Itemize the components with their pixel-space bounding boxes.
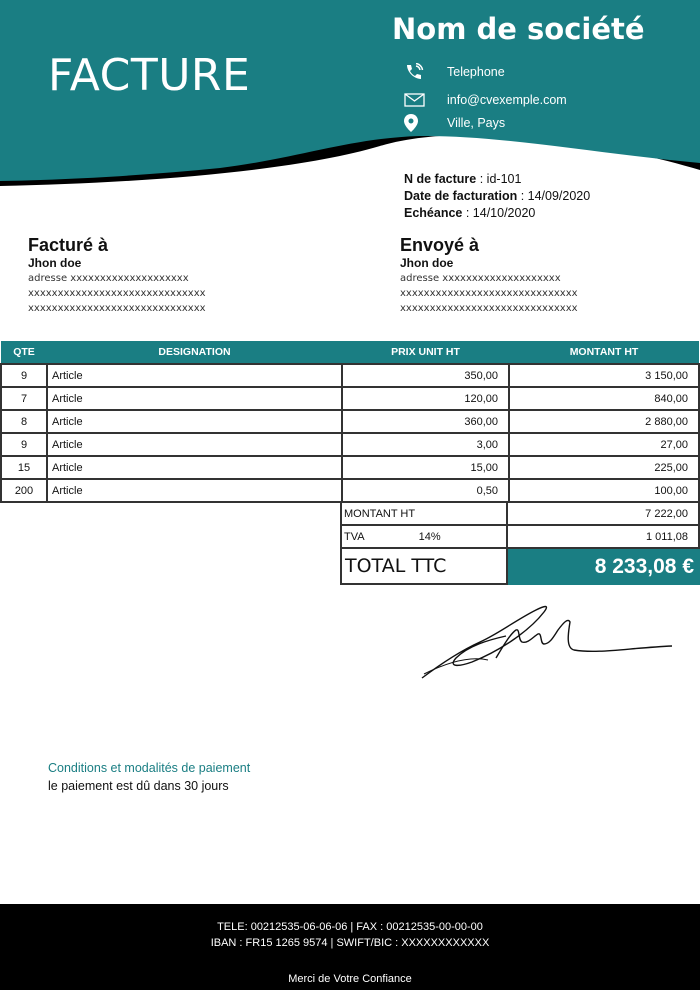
subtotal-label: MONTANT HT xyxy=(340,503,508,526)
table-row xyxy=(1,364,699,387)
qty-cell: 7 xyxy=(1,387,47,410)
unit-price-cell: 350,00 xyxy=(342,364,509,387)
amount-cell: 100,00 xyxy=(509,479,699,502)
footer xyxy=(0,904,700,990)
shipped-to-name: Jhon doe xyxy=(400,256,454,270)
payment-terms-title: Conditions et modalités de paiement xyxy=(48,761,251,775)
tva-label: TVA xyxy=(344,530,365,543)
column-header-amount: MONTANT HT xyxy=(509,341,699,364)
billed-to-address-line: xxxxxxxxxxxxxxxxxxxxxxxxxxxxxx xyxy=(28,288,206,299)
subtotal-value: 7 222,00 xyxy=(508,503,700,526)
footer-bank-line: IBAN : FR15 1265 9574 | SWIFT/BIC : XXXXXXXXXXXX xyxy=(210,937,490,949)
invoice-number: : id-101 xyxy=(479,172,522,186)
unit-price-cell: 15,00 xyxy=(342,456,509,479)
designation-cell: Article xyxy=(47,479,342,502)
billed-to-heading: Facturé à xyxy=(28,235,109,255)
amount-cell: 225,00 xyxy=(509,456,699,479)
tva-rate: 14% xyxy=(418,530,441,543)
payment-terms-text: le paiement est dû dans 30 jours xyxy=(48,779,229,793)
table-header-row xyxy=(1,341,699,364)
unit-price-cell: 120,00 xyxy=(342,387,509,410)
tva-row xyxy=(340,526,700,549)
designation-cell: Article xyxy=(47,364,342,387)
phone-label: Telephone xyxy=(447,65,505,79)
shipped-to-heading: Envoyé à xyxy=(400,235,480,255)
qty-cell: 9 xyxy=(1,364,47,387)
location-row xyxy=(404,113,505,133)
billed-to-address-line: adresse xxxxxxxxxxxxxxxxxxxx xyxy=(28,273,189,284)
qty-cell: 8 xyxy=(1,410,47,433)
due-date: : 14/10/2020 xyxy=(465,206,536,220)
table-row xyxy=(1,456,699,479)
mail-icon xyxy=(404,93,428,107)
invoice-number-label: N de facture xyxy=(404,172,477,186)
total-ttc-row xyxy=(340,549,700,585)
shipped-to-block xyxy=(400,234,578,316)
table-row xyxy=(1,410,699,433)
designation-cell: Article xyxy=(47,433,342,456)
table-row xyxy=(1,433,699,456)
footer-thanks: Merci de Votre Confiance xyxy=(288,973,412,985)
amount-cell: 3 150,00 xyxy=(509,364,699,387)
shipped-to-address-line: adresse xxxxxxxxxxxxxxxxxxxx xyxy=(400,273,561,284)
designation-cell: Article xyxy=(47,456,342,479)
billed-to-address-line: xxxxxxxxxxxxxxxxxxxxxxxxxxxxxx xyxy=(28,303,206,314)
column-header-unit-price: PRIX UNIT HT xyxy=(342,341,509,364)
tva-label-cell xyxy=(340,526,508,549)
tva-value: 1 011,08 xyxy=(508,526,700,549)
phone-row xyxy=(404,62,505,82)
unit-price-cell: 0,50 xyxy=(342,479,509,502)
invoice-meta xyxy=(404,171,590,222)
invoice-title: FACTURE xyxy=(48,50,251,101)
signature xyxy=(418,600,678,682)
footer-contact-line: TELE: 00212535-06-06-06 | FAX : 00212535-00-00-00 xyxy=(217,921,483,933)
amount-cell: 27,00 xyxy=(509,433,699,456)
qty-cell: 15 xyxy=(1,456,47,479)
phone-icon xyxy=(404,63,428,81)
total-ttc-label: TOTAL TTC xyxy=(340,549,508,585)
company-name: Nom de société xyxy=(392,12,645,46)
location-text: Ville, Pays xyxy=(447,116,506,130)
unit-price-cell: 360,00 xyxy=(342,410,509,433)
table-row xyxy=(1,387,699,410)
unit-price-cell: 3,00 xyxy=(342,433,509,456)
location-pin-icon xyxy=(404,114,428,132)
billed-to-name: Jhon doe xyxy=(28,256,82,270)
email-row xyxy=(404,90,567,110)
total-ttc-value: 8 233,08 € xyxy=(508,549,700,585)
items-table xyxy=(0,341,700,503)
qty-cell: 9 xyxy=(1,433,47,456)
invoice-date: : 14/09/2020 xyxy=(520,189,591,203)
amount-cell: 2 880,00 xyxy=(509,410,699,433)
column-header-designation: DESIGNATION xyxy=(47,341,342,364)
shipped-to-address-line: xxxxxxxxxxxxxxxxxxxxxxxxxxxxxx xyxy=(400,303,578,314)
email-text: info@cvexemple.com xyxy=(447,93,567,107)
invoice-date-label: Date de facturation xyxy=(404,189,518,203)
designation-cell: Article xyxy=(47,387,342,410)
billed-to-block xyxy=(28,234,206,316)
subtotal-row xyxy=(340,503,700,526)
due-date-label: Echéance xyxy=(404,206,463,220)
designation-cell: Article xyxy=(47,410,342,433)
amount-cell: 840,00 xyxy=(509,387,699,410)
table-row xyxy=(1,479,699,502)
column-header-qty: QTE xyxy=(1,341,47,364)
shipped-to-address-line: xxxxxxxxxxxxxxxxxxxxxxxxxxxxxx xyxy=(400,288,578,299)
totals-block xyxy=(340,503,700,585)
qty-cell: 200 xyxy=(1,479,47,502)
